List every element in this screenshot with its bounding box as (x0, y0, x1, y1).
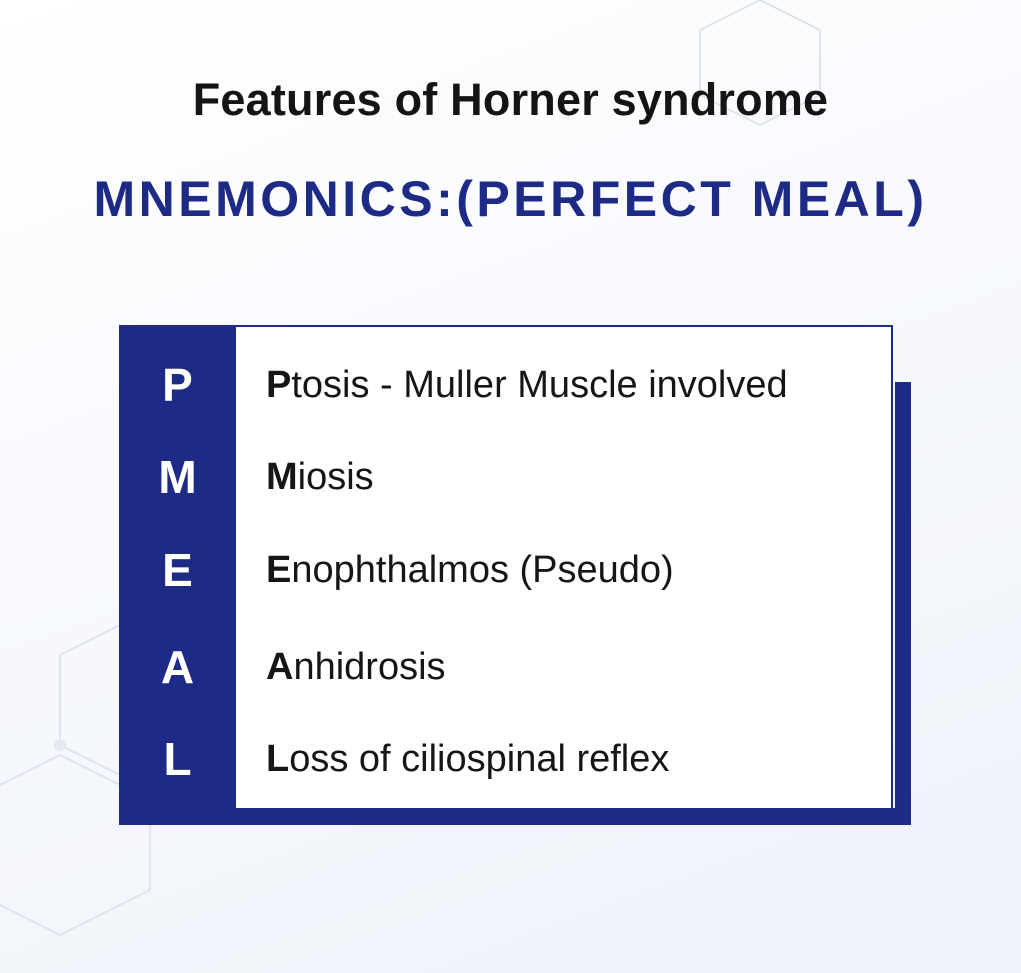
mnemonic-item (266, 540, 674, 600)
mnemonic-letter: E (162, 544, 193, 596)
mnemonic-letter: M (158, 451, 197, 503)
mnemonic-item-rest: iosis (297, 456, 374, 498)
mnemonic-item (266, 729, 669, 789)
mnemonic-item-initial: P (266, 364, 292, 406)
mnemonic-item-rest: tosis - Muller Muscle involved (291, 364, 788, 406)
mnemonic-item-rest: nophthalmos (Pseudo) (291, 549, 674, 591)
mnemonic-item-initial: M (266, 456, 298, 498)
mnemonic-letter: P (162, 359, 193, 411)
page-title: Features of Horner syndrome (192, 74, 829, 125)
mnemonic-subtitle: MNEMONICS:(PERFECT MEAL) (93, 171, 928, 227)
card-shadow-bottom (236, 808, 911, 825)
mnemonic-letter: A (160, 641, 195, 693)
mnemonic-item (266, 447, 374, 507)
mnemonic-item-initial: A (266, 646, 294, 688)
mnemonic-item (266, 637, 446, 697)
mnemonic-item-rest: oss of ciliospinal reflex (289, 738, 670, 780)
mnemonic-item-initial: L (266, 738, 290, 780)
mnemonic-item (266, 355, 788, 415)
mnemonic-item-initial: E (266, 549, 292, 591)
mnemonic-item-rest: nhidrosis (293, 646, 446, 688)
mnemonic-letter: L (163, 733, 192, 785)
card-shadow-right (895, 382, 911, 825)
